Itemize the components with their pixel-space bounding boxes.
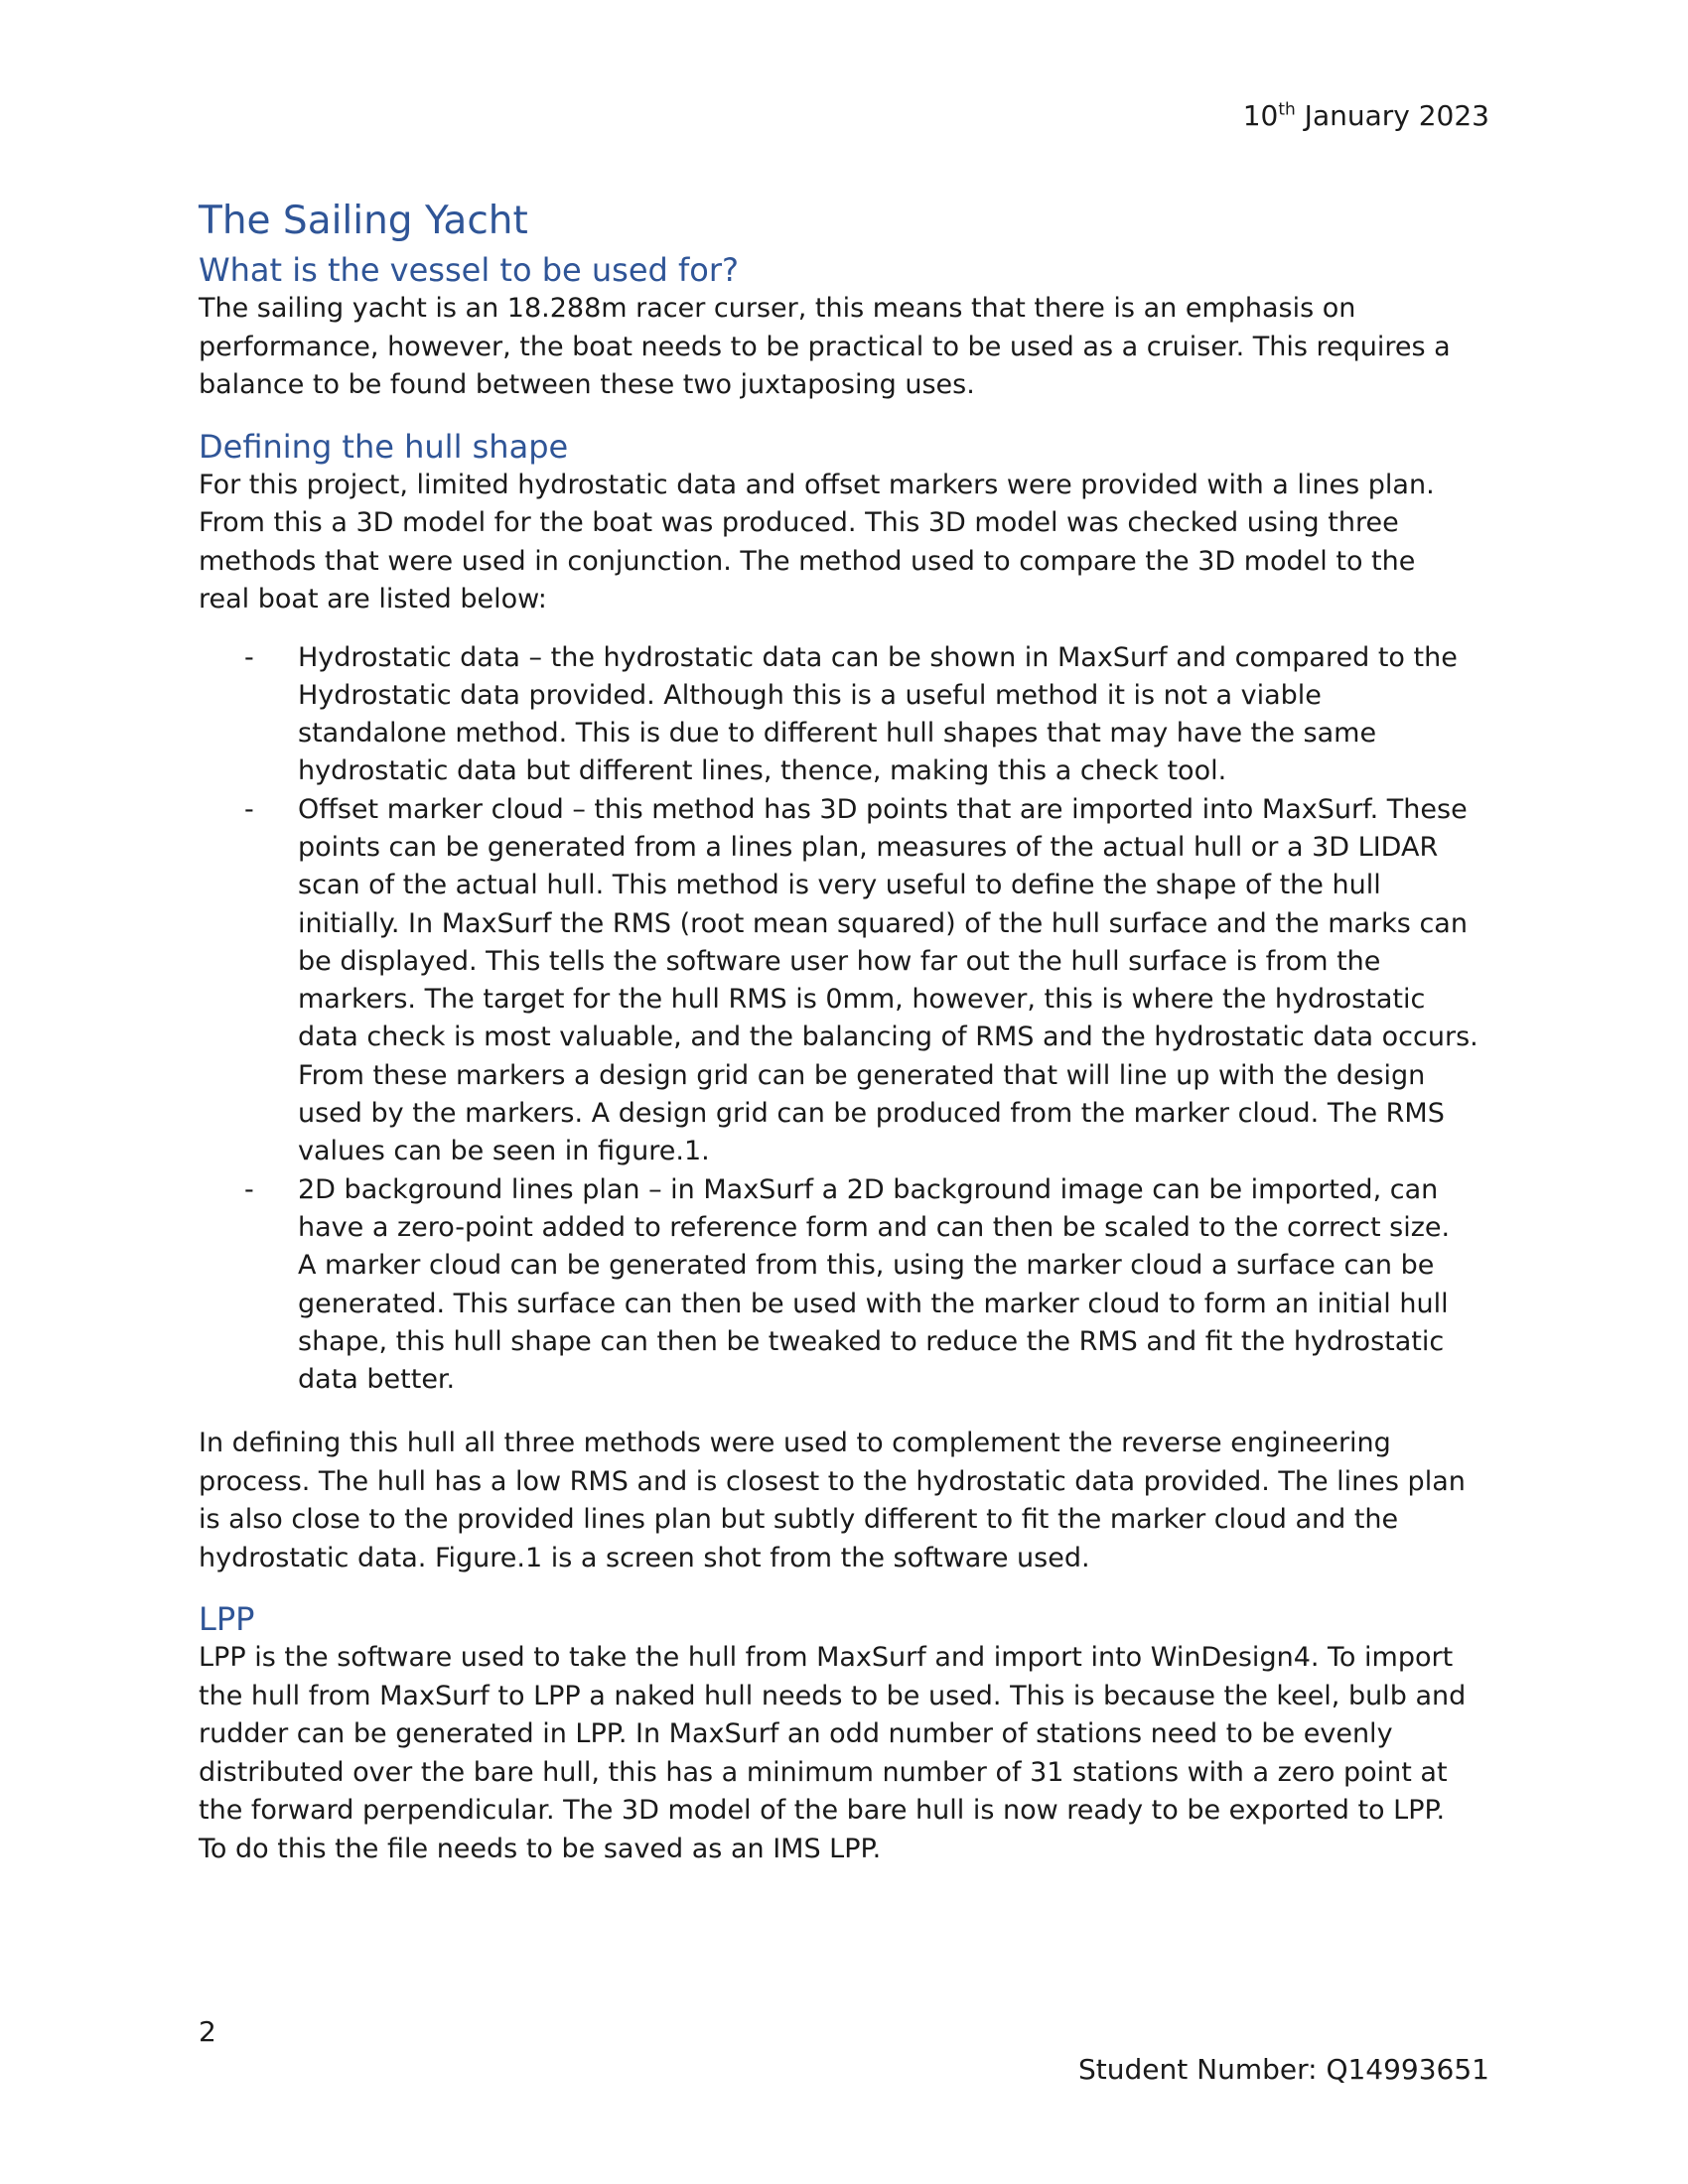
text-line: scan of the actual hull. This method is very useful to define the shape of the hull (298, 870, 1381, 901)
text-line: have a zero-point added to reference form and can then be scaled to the correct size. (298, 1211, 1451, 1243)
text-line: From this a 3D model for the boat was produced. This 3D model was checked using three (199, 507, 1399, 538)
text-line: 2D background lines plan – in MaxSurf a 2D background image can be imported, can (298, 1173, 1439, 1205)
text-line: Hydrostatic data – the hydrostatic data can be shown in MaxSurf and compared to the (298, 641, 1458, 673)
footer-student-number: Student Number: Q14993651 (1078, 2053, 1489, 2086)
text-line: shape, this hull shape can then be tweaked to reduce the RMS and fit the hydrostatic (298, 1325, 1445, 1357)
usage-paragraph (199, 290, 1499, 405)
text-line: From these markers a design grid can be generated that will line up with the design (298, 1059, 1426, 1091)
list-item-offset-marker-cloud (199, 791, 1499, 1171)
text-line: initially. In MaxSurf the RMS (root mean squared) of the hull surface and the marks can (298, 907, 1468, 939)
text-line: markers. The target for the hull RMS is 0mm, however, this is where the hydrostatic (298, 984, 1426, 1016)
text-line: In defining this hull all three methods were used to complement the reverse engineering (199, 1428, 1391, 1459)
list-item-hydrostatic-data (199, 639, 1499, 791)
text-line: The sailing yacht is an 18.288m racer curser, this means that there is an emphasis on (199, 293, 1356, 324)
list-item-2d-background-lines-plan (199, 1171, 1499, 1400)
header-date (1243, 99, 1489, 133)
text-line: For this project, limited hydrostatic data and offset markers were provided with a lines plan. (199, 469, 1435, 500)
hull-closing-paragraph (199, 1425, 1499, 1577)
text-line: the forward perpendicular. The 3D model of the bare hull is now ready to be exported to LPP. (199, 1795, 1446, 1827)
text-line: distributed over the bare hull, this has a minimum number of 31 stations with a zero point at (199, 1756, 1448, 1788)
text-line: methods that were used in conjunction. The method used to compare the 3D model to the (199, 545, 1416, 577)
bullet-dash: - (244, 1173, 254, 1205)
text-line: Hydrostatic data provided. Although this is a useful method it is not a viable (298, 679, 1322, 711)
hull-methods-list (199, 639, 1499, 1400)
text-line: Offset marker cloud – this method has 3D points that are imported into MaxSurf. These (298, 793, 1468, 825)
bullet-dash: - (244, 641, 254, 673)
text-line: To do this the file needs to be saved as an IMS LPP. (199, 1833, 882, 1864)
text-line: A marker cloud can be generated from this, using the marker cloud a surface can be (298, 1250, 1435, 1282)
lpp-paragraph (199, 1639, 1499, 1868)
text-line: real boat are listed below: (199, 584, 547, 614)
text-line: is also close to the provided lines plan but subtly different to fit the marker cloud and the (199, 1504, 1399, 1536)
document-body (199, 197, 1499, 1868)
text-line: LPP is the software used to take the hull from MaxSurf and import into WinDesign4. To import (199, 1642, 1454, 1674)
text-line: balance to be found between these two juxtaposing uses. (199, 369, 975, 400)
text-line: the hull from MaxSurf to LPP a naked hull needs to be used. This is because the keel, bulb and (199, 1680, 1467, 1711)
date-suffix: th (1278, 99, 1296, 120)
section-heading-usage: What is the vessel to be used for? (199, 251, 739, 289)
date-day: 10 (1242, 99, 1279, 132)
text-line: hydrostatic data. Figure.1 is a screen shot from the software used. (199, 1542, 1090, 1573)
text-line: generated. This surface can then be used with the marker cloud to form an initial hull (298, 1288, 1449, 1319)
text-line: process. The hull has a low RMS and is closest to the hydrostatic data provided. The lines plan (199, 1465, 1466, 1497)
text-line: be displayed. This tells the software user how far out the hull surface is from the (298, 945, 1381, 977)
hull-intro-paragraph (199, 467, 1499, 619)
section-heading-hull: Defining the hull shape (199, 427, 569, 466)
section-heading-lpp: LPP (199, 1600, 255, 1639)
page-number: 2 (199, 2015, 216, 2048)
text-line: data check is most valuable, and the balancing of RMS and the hydrostatic data occurs. (298, 1022, 1478, 1053)
text-line: performance, however, the boat needs to be practical to be used as a cruiser. This requires a (199, 331, 1451, 362)
text-line: data better. (298, 1364, 456, 1396)
date-month-year: January 2023 (1295, 99, 1489, 132)
bullet-dash: - (244, 793, 254, 825)
text-line: rudder can be generated in LPP. In MaxSurf an odd number of stations need to be evenly (199, 1718, 1393, 1750)
document-title: The Sailing Yacht (199, 199, 528, 243)
text-line: standalone method. This is due to different hull shapes that may have the same (298, 718, 1377, 750)
text-line: used by the markers. A design grid can be produced from the marker cloud. The RMS (298, 1098, 1445, 1130)
text-line: values can be seen in figure.1. (298, 1136, 710, 1167)
text-line: points can be generated from a lines plan, measures of the actual hull or a 3D LIDAR (298, 831, 1439, 863)
text-line: hydrostatic data but different lines, thence, making this a check tool. (298, 755, 1227, 787)
